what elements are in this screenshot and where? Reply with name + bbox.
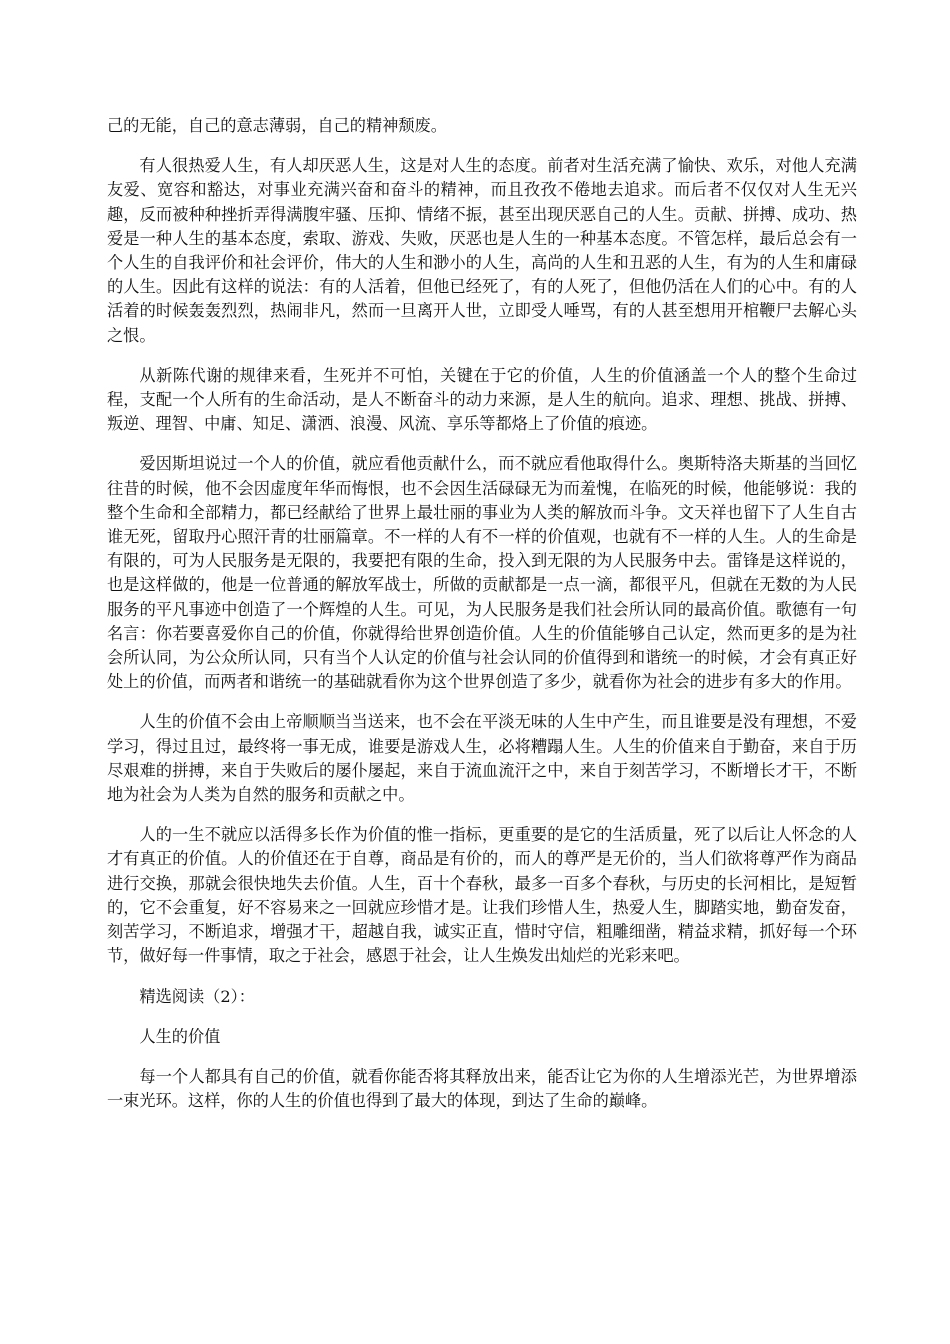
paragraph-cherish-life: 人的一生不就应以活得多长作为价值的惟一指标，更重要的是它的生活质量，死了以后让人怀念的人才有真正的价值。人的价值还在于自尊，商品是有价的，而人的尊严是无价的，当人们欲将尊严作为商品进行交换，那就会很快地失去价值。人生，百十个春秋，最多一百多个春秋，与历史的长河相比，是短暂的，它不会重复，好不容易来之一回就应珍惜才是。让我们珍惜人生，热爱人生，脚踏实地，勤奋发奋，刻苦学习，不断追求，增强才干，超越自我，诚实正直，惜时守信，粗雕细凿，精益求精，抓好每一个环节，做好每一件事情，取之于社会，感恩于社会，让人生焕发出灿烂的光彩来吧。 (107, 825, 857, 966)
paragraph-final: 每一个人都具有自己的价值，就看你能否将其释放出来，能否让它为你的人生增添光芒，为世界增添一束光环。这样，你的人生的价值也得到了最大的体现，到达了生命的巅峰。 (107, 1066, 857, 1111)
section-label: 精选阅读（2）： (139, 986, 255, 1006)
paragraph-attitude: 有人很热爱人生，有人却厌恶人生，这是对人生的态度。前者对生活充满了愉快、欢乐，对他人充满友爱、宽容和豁达，对事业充满兴奋和奋斗的精神，而且孜孜不倦地去追求。而后者不仅仅对人生无兴趣，反而被种种挫折弄得满腹牢骚、压抑、情绪不振，甚至出现厌恶自己的人生。贡献、拼搏、成功、热爱是一种人生的基本态度，索取、游戏、失败，厌恶也是人生的一种基本态度。不管怎样，最后总会有一个人生的自我评价和社会评价，伟大的人生和渺小的人生，高尚的人生和丑恶的人生，有为的人生和庸碌的人生。因此有这样的说法：有的人活着，但他已经死了，有的人死了，但他仍活在人们的心中。有的人活着的时候轰轰烈烈，热闹非凡，然而一旦离开人世，立即受人唾骂，有的人甚至想用开棺鞭尸去解心头之恨。 (107, 156, 857, 345)
paragraph-einstein: 爱因斯坦说过一个人的价值，就应看他贡献什么，而不就应看他取得什么。奥斯特洛夫斯基的当回忆往昔的时候，他不会因虚度年华而悔恨，也不会因生活碌碌无为而羞愧，在临死的时候，他能够说：我的整个生命和全部精力，都已经献给了世界上最壮丽的事业为人类的解放而斗争。文天祥也留下了人生自古谁无死，留取丹心照汗青的壮丽篇章。不一样的人有不一样的价值观，也就有不一样的人生。人的生命是有限的，可为人民服务是无限的，我要把有限的生命，投入到无限的为人民服务中去。雷锋是这样说的，也是这样做的，他是一位普通的解放军战士，所做的贡献都是一点一滴，都很平凡，但就在无数的为人民服务的平凡事迹中创造了一个辉煌的人生。可见，为人民服务是我们社会所认同的最高价值。歌德有一句名言：你若要喜爱你自己的价值，你就得给世界创造价值。人生的价值能够自己认定，然而更多的是为社会所认同，为公众所认同，只有当个人认定的价值与社会认同的价值得到和谐统一的时候，才会有真正好处上的价值，而两者和谐统一的基础就看你为这个世界创造了多少，就看你为社会的进步有多大的作用。 (107, 454, 857, 692)
paragraph-diligence: 人生的价值不会由上帝顺顺当当送来，也不会在平淡无味的人生中产生，而且谁要是没有理想，不爱学习，得过且过，最终将一事无成，谁要是游戏人生，必将糟蹋人生。人生的价值来自于勤奋，来自于历尽艰难的拼搏，来自于失败后的屡仆屡起，来自于流血流汗之中，来自于刻苦学习，不断增长才干，不断地为社会为人类为自然的服务和贡献之中。 (107, 712, 857, 805)
document-page (107, 114, 857, 1129)
continuation-text: 己的无能，自己的意志薄弱，自己的精神颓废。 (107, 116, 447, 135)
paragraph-metabolism: 从新陈代谢的规律来看，生死并不可怕，关键在于它的价值，人生的价值涵盖一个人的整个生命过程，支配一个人所有的生命活动，是人不断奋斗的动力来源，是人生的航向。追求、理想、挑战、拼搏、叛逆、理智、中庸、知足、潇洒、浪漫、风流、享乐等都烙上了价值的痕迹。 (107, 365, 857, 434)
section-title: 人生的价值 (139, 1026, 221, 1046)
